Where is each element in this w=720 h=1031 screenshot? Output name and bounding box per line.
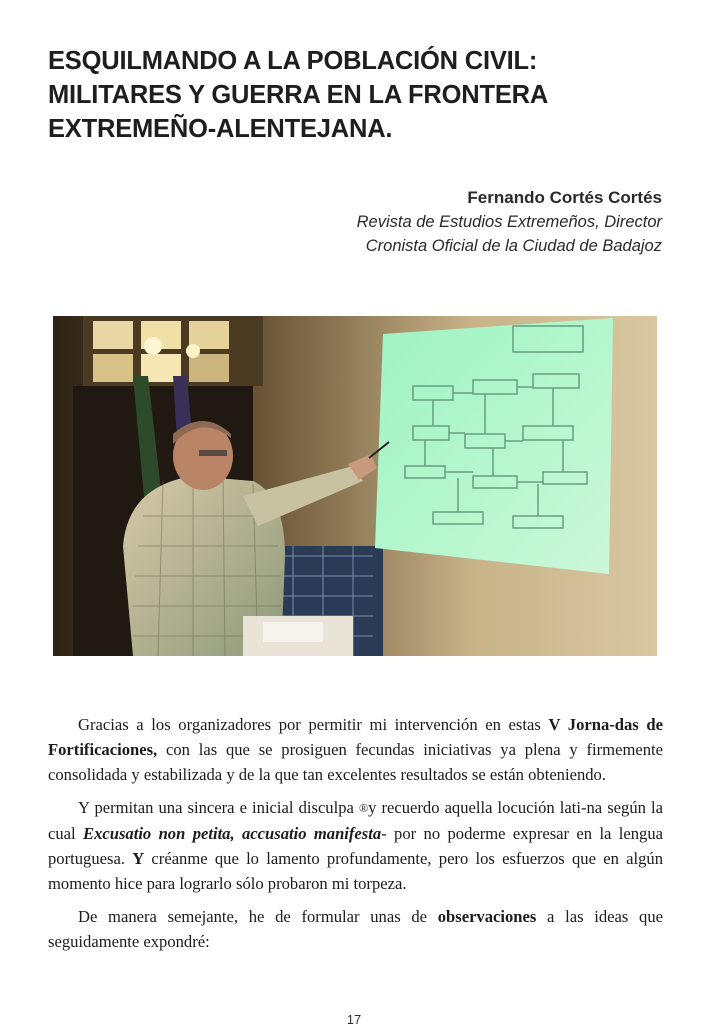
p2-symbol: ® xyxy=(358,801,369,815)
photo-of-speaker-pointing-at-projection-screen-icon xyxy=(53,316,657,656)
author-affiliation-1: Revista de Estudios Extremeños, Director xyxy=(356,213,662,231)
title-line-1: ESQUILMANDO A LA POBLACIÓN CIVIL: xyxy=(48,47,538,75)
speaker-photo xyxy=(53,316,657,656)
p2-latin-phrase: Excusatio non petita, accusatio manifesta xyxy=(83,824,382,843)
author-name: Fernando Cortés Cortés xyxy=(467,188,662,207)
p1-text-2: con las que se prosiguen fecundas iniciativas ya plena y firmemente consolidada y estabilizada y de la que tan excelentes resultados se están obteniendo. xyxy=(48,740,663,784)
paragraph-1 xyxy=(48,712,663,787)
p3-text-2: a las ideas que seguidamente expondré: xyxy=(48,907,664,951)
byline xyxy=(357,186,662,258)
title-line-2: MILITARES Y GUERRA EN LA FRONTERA xyxy=(48,81,549,109)
paragraph-2 xyxy=(48,795,663,896)
p2-text-3: - por no poderme expresar en la lengua portuguesa. xyxy=(48,824,664,868)
page-number: 17 xyxy=(346,1012,362,1027)
p3-bold-observaciones: observaciones xyxy=(437,907,537,926)
p1-text-1: Gracias a los organizadores por permitir mi intervención en estas xyxy=(78,715,549,734)
article-title xyxy=(48,44,688,146)
article-body xyxy=(48,712,663,962)
p2-bold-y: Y xyxy=(132,849,145,868)
p2-text-2: y recuerdo aquella locución lati-na según la cual xyxy=(48,798,663,843)
title-line-3: EXTREMEÑO-ALENTEJANA. xyxy=(48,115,393,143)
paragraph-3 xyxy=(48,904,663,954)
p2-text-4: créanme que lo lamento profundamente, pero los esfuerzos que en algún momento hice para lograrlo sólo probaron mi torpeza. xyxy=(48,849,663,893)
p2-text-1: Y permitan una sincera e inicial disculpa xyxy=(78,798,359,817)
p3-text-1: De manera semejante, he de formular unas de xyxy=(78,907,438,926)
p1-bold-event-name: V Jorna-das de Fortificaciones, xyxy=(48,715,663,759)
author-affiliation-2: Cronista Oficial de la Ciudad de Badajoz xyxy=(365,237,662,255)
